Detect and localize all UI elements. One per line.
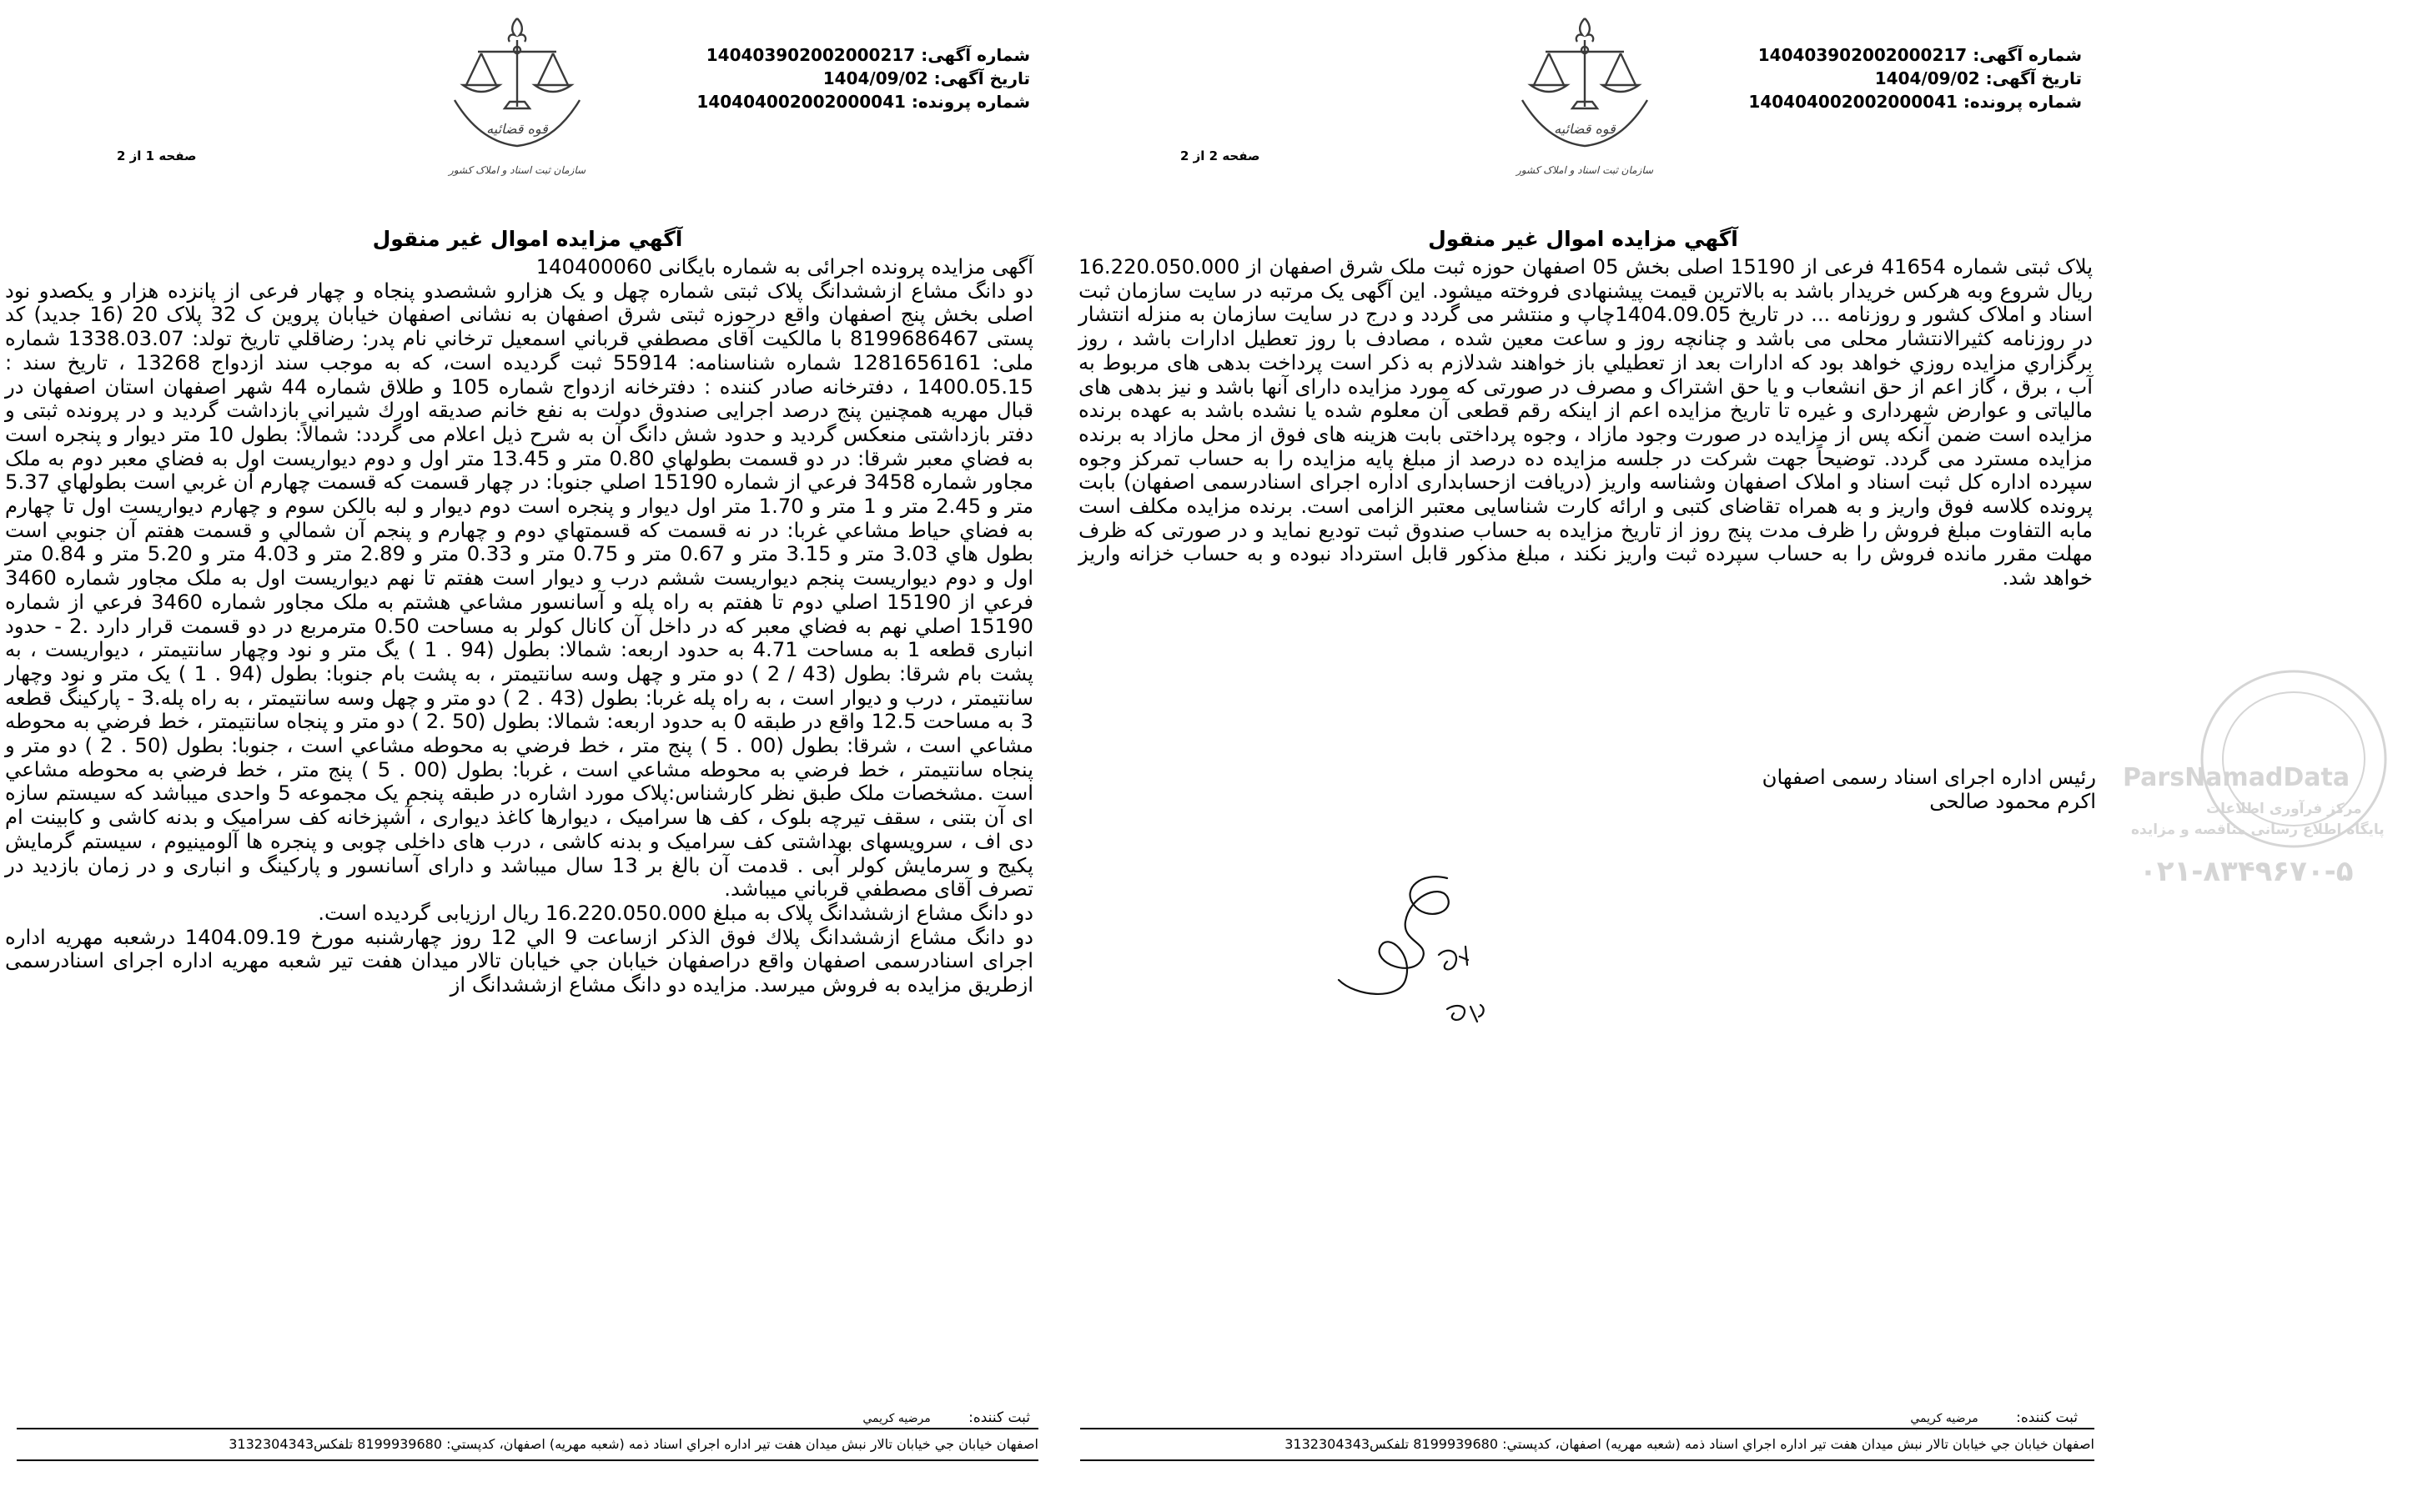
header-meta: [1748, 43, 2082, 113]
paragraph: دو دانگ مشاع ازششدانگ پلاک ثبتی شماره چهل و یک هزارو ششصدو پنجاه و چهار فرعی از پانزده هزار و یکصدو نود اصلی بخش پنج اصفهان واقع درحوزه ثبتی شرق اصفهان به نشانی اصفهان خیابان پروین ک 32 پلاک 20 (16 جدید) کد پستی 8199686467 با مالکیت آقای مصطفي قرباني اسمعيل ترخاني نام پدر: رضاقلي تاريخ تولد: 1338.03.07 شماره ملی: 1281656161 شماره شناسنامه: 55914 ثبت گردیده است، که به موجب سند ازدواج 13268 ، تاریخ سند : 1400.05.15 ، دفترخانه صادر کننده : دفترخانه ازدواج شماره 105 و طلاق شماره 44 شهر اصفهان استان اصفهان در قبال مهریه همچنین پنج درصد اجرایی صندوق دولت به نفع خانم صديقه اورك شيراني بازداشت گردید و در پرونده ثبتی و دفتر بازداشتی منعکس گردید و حدود شش دانگ آن به شرح ذیل اعلام می گردد: شمالاً: بطول 10 متر ديوار و پنجره است به فضاي معبر شرقا: در دو قسمت بطولهاي 0.80 متر و 13.45 متر اول و دوم ديواريست اول به فضاي معبر دوم به ملک مجاور شماره 3458 فرعي از شماره 15190 اصلي جنوبا: در چهار قسمت که قسمت چهارم آن غربي است بطولهاي 5.37 متر و 2.45 متر و 1 متر و 1.70 متر اول ديوار و پنجره است دوم ديوار و لبه بالكن سوم و چهارم ديواريست اول تا چهارم به فضاي حياط مشاعي غربا: در نه قسمت كه قسمتهاي دوم و چهارم و پنجم آن شمالي و قسمت هفتم آن جنوبي است بطول هاي 3.03 متر و 3.15 متر و 0.67 متر و 0.75 متر و 0.33 متر و 2.89 متر و 4.03 متر و 5.20 متر و 0.84 متر اول و دوم ديواريست پنجم ديواريست ششم درب و ديوار است هفتم تا نهم ديواريست اول به ملک مجاور شماره 3460 فرعي از 15190 اصلي دوم تا هفتم به راه پله و آسانسور مشاعي هشتم به ملک مجاور شماره 3460 فرعي از شماره 15190 اصلي نهم به فضاي معبر كه در داخل آن كانال كولر به مساحت 0.50 مترمربع در دو قسمت قرار دارد .2 - حدود انباری قطعه 1 به مساحت 4.71 به حدود اربعه: شمالا: بطول (94 . 1 ) یگ متر و نود وچهار سانتیمتر ، دیواریست ، به پشت بام شرقا: بطول (43 / 2 ) دو متر و چهل وسه سانتیمتر ، به پشت بام جنوبا: بطول (94 . 1 ) یک متر و نود وچهار سانتیمتر ، درب و دیوار است ، به راه پله غربا: بطول (43 . 2 ) دو متر و چهل وسه سانتیمتر ، به راه پله.3 - پارکینگ قطعه 3 به مساحت 12.5 واقع در طبقه 0 به حدود اربعه: شمالا: بطول (50 .2 ) دو متر و پنجاه سانتیمتر ، خط فرضي به محوطه مشاعي است ، شرقا: بطول (00 . 5 ) پنج متر ، خط فرضي به محوطه مشاعي است ، جنوبا: بطول (50 . 2 ) دو متر و پنجاه سانتیمتر ، خط فرضي به محوطه مشاعي است ، غربا: بطول (00 . 5 ) پنج متر ، خط فرضي به محوطه مشاعي است .مشخصات ملک طبق نظر کارشناس:پلاک مورد اشاره در طبقه پنجم یک مجموعه 5 واحدی میباشد که سیستم سازه ای آن بتنی ، سقف تیرچه بلوک ، کف ها سرامیک ، دیوارها کاغذ دیواری ، آشپزخانه کف سرامیک و بدنه کاشی و کابینت ام دی اف ، سرویسهای بهداشتی کف سرامیک و بدنه کاشی ، درب های داخلی چوبی و پنجره ها آلومینیوم ، سیستم گرمایش پکیج و سرمایش کولر آبی . قدمت آن بالغ بر 13 سال میباشد و دارای آسانسور و پارکینگ و انباری و در زمان بازدید در تصرف آقای مصطفي قرباني میباشد.: [5, 278, 1034, 902]
case-number: 140404002002000041: [696, 92, 906, 112]
judiciary-emblem-icon: [446, 8, 588, 183]
page-1: [0, 0, 1055, 1512]
emblem-top-text: قوه قضائیه: [486, 121, 548, 137]
ad-date: 1404/09/02: [822, 68, 928, 88]
notice-body: [1078, 255, 2093, 590]
case-number-row: شماره پرونده: 140404002002000041: [1748, 92, 2082, 112]
ad-number-row: شماره آگهی: 140403902002000217: [706, 45, 1030, 65]
signatory-name: اکرم محمود صالحی: [1929, 788, 2096, 813]
watermark-brand: ParsNamadData: [2123, 763, 2350, 792]
paragraph: آگهی مزایده پرونده اجرائی به شماره بایگانی 140400060: [535, 254, 1033, 279]
notice-title: آگهي مزايده اموال غير منقول: [1428, 227, 1738, 251]
page-number: صفحه 1 از 2: [117, 148, 197, 163]
page-number: صفحه 2 از 2: [1180, 148, 1260, 163]
footer-address: اصفهان خيابان جي خيابان تالار نبش ميدان هفت تير اداره اجراي اسناد ذمه (شعبه مهريه) اصفهان، كدپستي: 8199939680 تلفكس3132304343: [1080, 1428, 2094, 1461]
paragraph: دو دانگ مشاع ازششدانگ پلاک به مبلغ 16.220.050.000 ریال ارزیابی گردیده است.: [318, 900, 1033, 925]
ad-number: 140403902002000217: [1757, 45, 1968, 65]
ad-number-row: شماره آگهی: 140403902002000217: [1757, 45, 2082, 65]
notice-title: آگهي مزايده اموال غير منقول: [372, 227, 683, 251]
emblem-bottom-text: سازمان ثبت اسناد و املاک کشور: [448, 164, 586, 176]
registrar: [862, 1409, 1030, 1426]
registrar-label: ثبت کننده:: [2016, 1409, 2078, 1426]
signatory-block: [1762, 766, 2096, 813]
paragraph: دو دانگ مشاع ازششدانگ پلاك فوق الذكر ازساعت 9 الي 12 روز چهارشنبه مورخ 1404.09.19 درشعبه مهریه اداره اجرای اسنادرسمی اصفهان واقع دراصفهان خيابان جي خيابان تالار ميدان هفت تير شعبه مهریه اداره اجرای اسنادرسمی ازطریق مزایده به فروش میرسد. مزایده دو دانگ مشاع ازششدانگ از: [5, 924, 1033, 997]
ad-date: 1404/09/02: [1874, 68, 1980, 88]
registrar-name: مرضیه کریمي: [862, 1412, 931, 1425]
watermark: [2114, 642, 2423, 917]
registrar: [1910, 1409, 2078, 1426]
notice-body: [5, 255, 1033, 997]
emblem-bottom-text: سازمان ثبت اسناد و املاک کشور: [1516, 164, 1654, 176]
case-number-row: شماره پرونده: 140404002002000041: [696, 92, 1030, 112]
ad-date-row: تاریخ آگهی: 1404/09/02: [822, 68, 1030, 88]
case-number: 140404002002000041: [1748, 92, 1958, 112]
emblem-top-text: قوه قضائیه: [1554, 121, 1616, 137]
watermark-phone: ۰۲۱-۸۳۴۹۶۷۰-۵: [2139, 855, 2354, 888]
registrar-name: مرضیه کریمي: [1910, 1412, 1978, 1425]
ad-number: 140403902002000217: [706, 45, 916, 65]
watermark-tagline: مرکز فرآوری اطلاعات: [2206, 801, 2362, 817]
paragraph: پلاک ثبتی شماره 41654 فرعی از 15190 اصلی بخش 05 اصفهان حوزه ثبت ملک شرق اصفهان از 16.220.050.000 ریال شروع وبه هرکس خریدار باشد به بالاترین قیمت پیشنهادی فروخته میشود. این آگهی یک مرتبه در سایت سازمان ثبت اسناد و املاک کشور و روزنامه ... در تاریخ 1404.09.05چاپ و منتشر می گردد و درج در سایت سازمان به منزله انتشار در روزنامه کثیرالانتشار محلی می باشد و چنانچه روز و ساعت معین شده ، مصادف با روز تعطیل ادارات باشد ، روز برگزاري مزايده روزي خواهد بود كه ادارات بعد از تعطیلي باز خواهند شدلازم به ذکر است پرداخت بدهی های مربوط به آب ، برق ، گاز اعم از حق انشعاب و یا حق اشتراک و مصرف در صورتی که مورد مزایده دارای آنها باشد و نیز بدهی های مالیاتی و عوارض شهرداری و غیره تا تاریخ مزایده اعم از اینکه رقم قطعی آن معلوم شده یا نشده باشد به عهده برنده مزایده است ضمن آنكه پس از مزایده در صورت وجود مازاد ، وجوه پرداختی بابت هزینه های فوق از محل مازاد به برنده مزایده مسترد می گردد. توضیحاً جهت شرکت در جلسه مزایده ده درصد از مبلغ پایه مزایده را به حساب تمرکز وجوه سپرده اداره کل ثبت اسناد و املاک اصفهان وشناسه واريز (دریافت ازحسابداری اداره اجرای اسنادرسمی اصفهان) بابت پرونده کلاسه فوق واریز و به همراه تقاضای کتبی و ارائه کارت شناسایی معتبر الزامی است. برنده مزایده مکلف است مابه التفاوت مبلغ فروش را ظرف مدت پنج روز از تاریخ مزایده به حساب صندوق ثبت تودیع نماید و در صورتی که ظرف مهلت مقرر مانده فروش را به حساب سپرده ثبت واريز نكند ، مبلغ مذکور قابل استرداد نبوده و به حساب خزانه واريز خواهد شد.: [1078, 254, 2093, 590]
handwritten-signature: [1322, 863, 1514, 1042]
header-meta: [696, 43, 1030, 113]
ad-date-row: تاریخ آگهی: 1404/09/02: [1874, 68, 2082, 88]
footer-address: اصفهان خيابان جي خيابان تالار نبش ميدان هفت تير اداره اجراي اسناد ذمه (شعبه مهريه) اصفهان، كدپستي: 8199939680 تلفكس3132304343: [17, 1428, 1038, 1461]
watermark-subtitle: پایگاه اطلاع رسانی مناقصه و مزایده: [2131, 821, 2385, 838]
signatory-title: رئیس اداره اجرای اسناد رسمی اصفهان: [1762, 765, 2096, 789]
registrar-label: ثبت کننده:: [968, 1409, 1030, 1426]
judiciary-emblem-icon: [1514, 8, 1656, 183]
page-2: [1055, 0, 2385, 1512]
